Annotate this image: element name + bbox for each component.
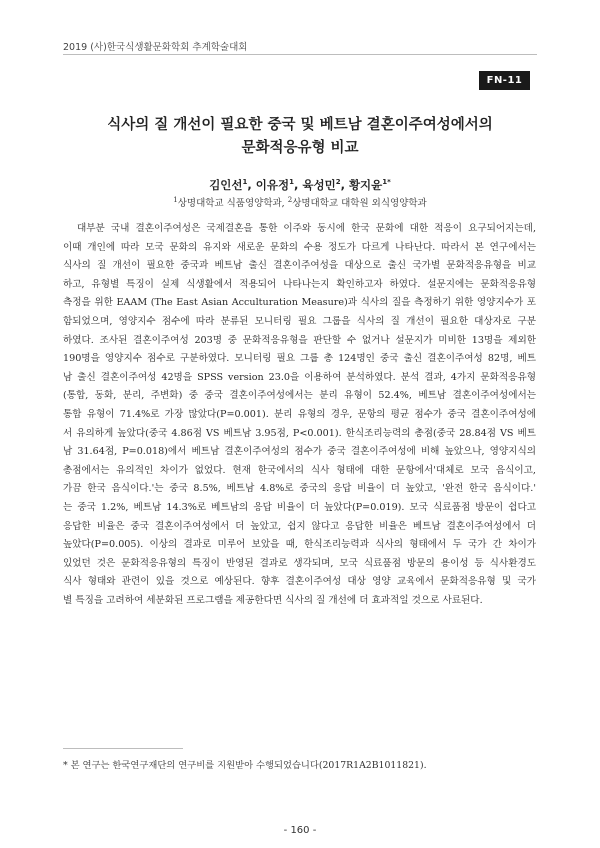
affiliation-mark: 1 [242, 178, 248, 187]
abstract-line: 응답한 비율은 중국 결혼이주여성에서 더 높았고, 쉽지 않다고 응답한 비율은 베트남 결혼이주여성에서 더 [63, 520, 536, 532]
paper-title-line-1: 식사의 질 개선이 필요한 중국 및 베트남 결혼이주여성에서의 [107, 117, 493, 133]
paper-title-line-2: 문화적응유형 비교 [241, 140, 359, 156]
author-name: 이유정 [255, 178, 290, 192]
affiliation-mark: 1* [382, 178, 391, 187]
abstract-line: 서 유의하게 높았다(중국 4.86점 VS 베트남 3.95점, P<0.001). 한식조리능력의 총점(중국 28.84점 VS 베트 [63, 427, 536, 439]
affiliation-mark: 1 [173, 195, 178, 204]
abstract-line: 는 중국 1.2%, 베트남 14.3%로 베트남의 응답 비율이 더 높았다(P=0.019). 모국 식료품점 방문이 쉽다고 [63, 501, 536, 513]
author-separator: , [340, 178, 349, 192]
author-separator: , [247, 178, 256, 192]
author-name: 육성민 [302, 178, 336, 192]
header-divider [63, 54, 537, 55]
affiliation-text: 상명대학교 식품영양학과, [177, 198, 288, 209]
abstract-line: 있었던 것은 문화적응유형의 특징이 반영된 결과로 생각되며, 모국 식료품점 방문의 용이성 등 식사환경도 [63, 557, 536, 569]
abstract-line: 총점에서는 유의적인 차이가 없었다. 현재 한국에서의 식사 형태에 대한 문항에서'대체로 모국 음식이고, [63, 464, 536, 476]
funding-footnote: * 본 연구는 한국연구재단의 연구비를 지원받아 수행되었습니다(2017R1A2B1011821). [63, 760, 427, 771]
author-name: 김인선 [209, 178, 243, 192]
abstract-line: 높았다(P=0.005). 이상의 결과로 미루어 보았을 때, 한식조리능력과 식사의 형태에서 두 국가 간 차이가 [63, 539, 536, 551]
author-separator: , [293, 178, 303, 192]
abstract-line: 식사의 질 개선이 필요한 중국과 베트남 출신 결혼이주여성을 대상으로 출신 국가별 문화적응유형을 비교 [63, 260, 536, 272]
abstract-line: 190명을 영양지수 점수로 구분하였다. 모니터링 필요 그룹 총 124명인 중국 출신 결혼이주여성 82명, 베트 [63, 353, 536, 365]
affiliation-mark: 1 [289, 178, 294, 187]
abstract-line: 남 31.64점, P=0.018)에서 베트남 결혼이주여성의 점수가 중국 결혼이주여성에 비해 높았으나, 영양지식의 [63, 446, 536, 458]
conference-header: 2019 (사)한국식생활문화학회 추계학술대회 [63, 42, 248, 53]
abstract-body [63, 220, 536, 610]
affiliation-line [60, 195, 540, 209]
abstract-line: 가끔 한국 음식이다.'는 중국 8.5%, 베트남 4.8%로 중국의 응답 비율이 더 높았고, '완전 한국 음식이다.' [63, 483, 536, 495]
footnote-divider [63, 748, 183, 749]
affiliation-mark: 2 [335, 178, 341, 187]
page-number: - 160 - [283, 825, 317, 836]
abstract-line: 통합 유형이 71.4%로 가장 많았다(P=0.001). 분리 유형의 경우, 문항의 평균 점수가 중국 결혼이주여성에 [63, 408, 536, 420]
abstract-line: 대부분 국내 결혼이주여성은 국제결혼을 통한 이주와 동시에 한국 문화에 대한 적응이 요구되어지는데, [77, 223, 536, 234]
author-list [60, 177, 540, 193]
author-name: 황지윤 [348, 178, 383, 192]
abstract-line: 함되었으며, 영양지수 점수에 따라 분류된 모니터링 필요 그룹을 식사의 질 개선이 필요한 대상자로 구분 [63, 315, 536, 327]
abstract-line: 별 특징을 고려하여 세분화된 프로그램을 제공한다면 식사의 질 개선에 더 효과적일 것으로 사료된다. [63, 594, 483, 606]
abstract-line: 이때 개인에 따라 모국 문화의 유지와 새로운 문화의 수용 정도가 다르게 나타난다. 따라서 본 연구에서는 [63, 241, 536, 253]
abstract-line: 하고, 유형별 특징이 실제 식생활에서 적용되어 나타나는지 확인하고자 하였다. 설문지에는 문화적응유형 [63, 278, 536, 290]
affiliation-mark: 2 [287, 195, 293, 204]
affiliation-text: 상명대학교 대학원 외식영양학과 [292, 198, 427, 209]
abstract-line: 측정을 위한 EAAM (The East Asian Acculturation Measure)과 식사의 질을 측정하기 위한 영양지수가 포 [63, 297, 536, 309]
abstract-line: 남 출신 결혼이주여성 42명을 SPSS version 23.0을 이용하여 분석하였다. 분석 결과, 4가지 문화적응유형 [63, 371, 536, 383]
abstract-line: 식사 형태와 관련이 있을 것으로 예상된다. 향후 결혼이주여성 대상 영양 교육에서 문화적응유형 및 국가 [63, 576, 536, 588]
paper-title [60, 114, 540, 160]
session-code-badge: FN-11 [479, 71, 530, 90]
abstract-line: 하였다. 조사된 결혼이주여성 203명 중 문화적응유형을 판단할 수 없거나 설문지가 미비한 13명을 제외한 [63, 334, 536, 346]
abstract-line: (통합, 동화, 분리, 주변화) 중 중국 결혼이주여성에서는 분리 유형이 52.4%, 베트남 결혼이주여성에서는 [63, 390, 536, 402]
